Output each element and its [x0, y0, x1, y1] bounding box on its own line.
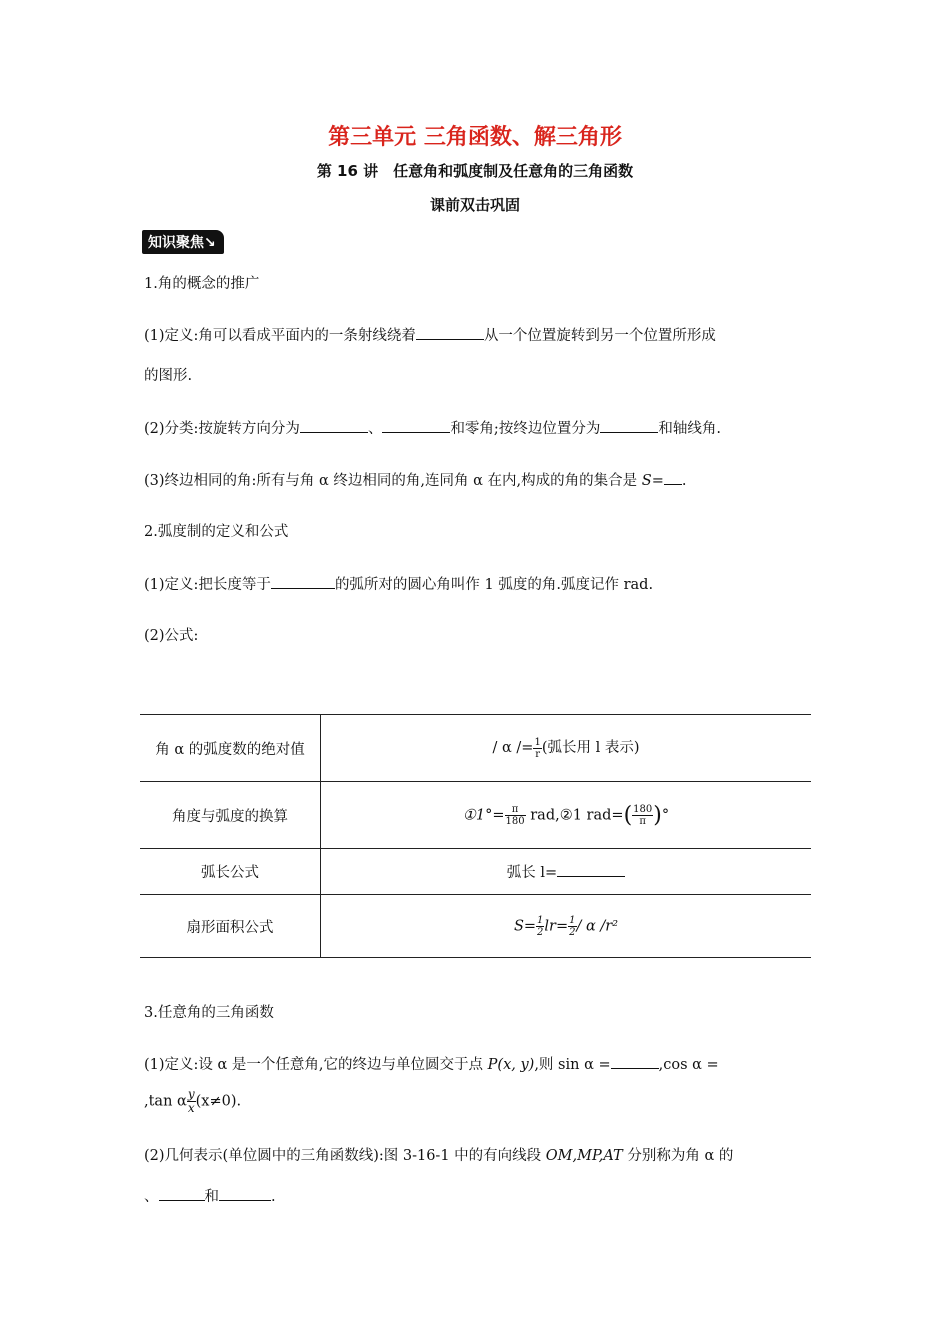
s1-definition-line — [144, 325, 716, 346]
formula-table — [140, 714, 811, 958]
s3-def-sin: ,则 sin α = — [534, 1057, 611, 1073]
row-label-sector-area: 扇形面积公式 — [140, 895, 321, 958]
row-label-conversion: 角度与弧度的换算 — [140, 782, 321, 849]
s1-class-sep: 、 — [367, 421, 383, 437]
formula-text: / α /= — [492, 740, 534, 757]
row-label-arc-length: 弧长公式 — [140, 849, 321, 895]
s1-def-text-a: (1)定义:角可以看成平面内的一条射线绕着 — [144, 328, 416, 344]
s3-point-p: P(x, y) — [487, 1057, 535, 1073]
formula-text: ①1° — [462, 807, 493, 823]
s1-classification-line — [144, 418, 721, 439]
knowledge-focus-tag: 知识聚焦↘ — [142, 230, 224, 254]
fraction-denominator: π — [639, 815, 646, 827]
left-paren: ( — [623, 802, 633, 828]
blank-arc-length — [557, 862, 625, 877]
s2-definition-line — [144, 574, 653, 595]
fraction-numerator: 1 — [537, 914, 544, 926]
formula-text: = — [492, 807, 505, 823]
s2-formula-label: (2)公式: — [144, 628, 199, 644]
formula-text: ° — [661, 807, 670, 823]
s3-geo-and: 和 — [204, 1189, 219, 1205]
s3-definition-line — [144, 1054, 719, 1075]
s2-def-text-b: 的弧所对的圆心角叫作 1 弧度的角.弧度记作 rad. — [334, 577, 654, 593]
table-row — [140, 849, 811, 895]
s3-geometric-line — [144, 1146, 733, 1166]
fraction — [187, 1088, 196, 1115]
fraction-numerator: 1 — [534, 736, 541, 748]
s3-segments: OM,MP,AT — [545, 1148, 623, 1164]
formula-text: (弧长用 l 表示) — [541, 740, 640, 757]
s3-def-tan: ,tan α — [144, 1093, 187, 1110]
s1-set-symbol: S= — [641, 473, 664, 489]
s1-class-text-b: 和零角;按终边位置分为 — [450, 421, 601, 437]
table-row — [140, 715, 811, 782]
right-paren: ) — [653, 802, 662, 828]
s3-geo-end: . — [271, 1189, 276, 1205]
s3-def-tan-cond: (x≠0). — [195, 1093, 242, 1110]
s1-coterminal-text: (3)终边相同的角:所有与角 α 终边相同的角,连同角 α 在内,构成的角的集合是 — [144, 473, 642, 489]
fraction — [533, 737, 541, 760]
fraction-numerator: π — [505, 804, 526, 816]
section-2-heading: 2.弧度制的定义和公式 — [144, 524, 289, 540]
s3-geo-text-b: 分别称为角 α 的 — [622, 1148, 734, 1164]
fraction-denominator: r — [535, 748, 541, 760]
s1-coterminal-end: . — [681, 473, 687, 489]
fraction — [568, 915, 576, 938]
blank-rotation-center — [416, 325, 484, 340]
s1-class-text-c: 和轴线角. — [658, 421, 721, 437]
fraction-numerator: 1 — [569, 914, 576, 926]
s1-coterminal-line — [144, 470, 686, 491]
fraction — [505, 804, 526, 827]
fraction — [632, 804, 653, 827]
s2-def-text-a: (1)定义:把长度等于 — [144, 577, 271, 593]
row-formula-sector-area — [321, 895, 812, 958]
blank-quadrant-angle — [600, 418, 658, 433]
unit-title: 第三单元 三角函数、解三角形 — [328, 125, 622, 150]
fraction-numerator: y — [187, 1087, 195, 1101]
section-title: 课前双击巩固 — [429, 196, 520, 214]
lecture-title: 第 16 讲 任意角和弧度制及任意角的三角函数 — [316, 162, 634, 180]
blank-radius-length — [271, 574, 335, 589]
s3-def-cos: ,cos α = — [658, 1057, 719, 1073]
row-label-radian-abs: 角 α 的弧度数的绝对值 — [140, 715, 321, 782]
formula-text: 弧长 l= — [506, 865, 558, 881]
s3-geometric-cont — [144, 1186, 276, 1207]
fraction-denominator: 180 — [505, 815, 525, 827]
formula-text: rad,②1 rad= — [525, 807, 624, 823]
blank-sine-line — [159, 1186, 205, 1201]
s1-class-text-a: (2)分类:按旋转方向分为 — [144, 421, 300, 437]
blank-negative-angle — [382, 418, 450, 433]
s3-def-text-a: (1)定义:设 α 是一个任意角,它的终边与单位圆交于点 — [144, 1057, 488, 1073]
section-3-heading: 3.任意角的三角函数 — [144, 1005, 274, 1021]
formula-text: lr= — [544, 918, 569, 934]
s1-def-text-b: 从一个位置旋转到另一个位置所形成 — [483, 328, 716, 344]
row-formula-conversion — [321, 782, 812, 849]
fraction-denominator: 2 — [569, 926, 576, 938]
s1-definition-cont: 的图形. — [144, 368, 193, 384]
blank-tangent-line — [219, 1186, 271, 1201]
fraction-numerator: 180 — [633, 803, 653, 815]
table-row — [140, 782, 811, 849]
s3-definition-cont — [144, 1088, 241, 1115]
s3-geo-sep: 、 — [144, 1189, 159, 1205]
formula-text: / α /r² — [576, 918, 619, 934]
row-formula-radian-abs — [321, 715, 812, 782]
formula-text: S= — [513, 918, 537, 934]
blank-positive-angle — [300, 418, 368, 433]
fraction-denominator: x — [187, 1101, 195, 1115]
section-1-heading: 1.角的概念的推广 — [144, 276, 260, 292]
s3-geo-text-a: (2)几何表示(单位圆中的三角函数线):图 3-16-1 中的有向线段 — [144, 1148, 546, 1164]
blank-angle-set — [664, 470, 682, 485]
blank-sin — [611, 1054, 659, 1069]
table-row — [140, 895, 811, 958]
fraction-denominator: 2 — [537, 926, 544, 938]
row-formula-arc-length — [321, 849, 812, 895]
